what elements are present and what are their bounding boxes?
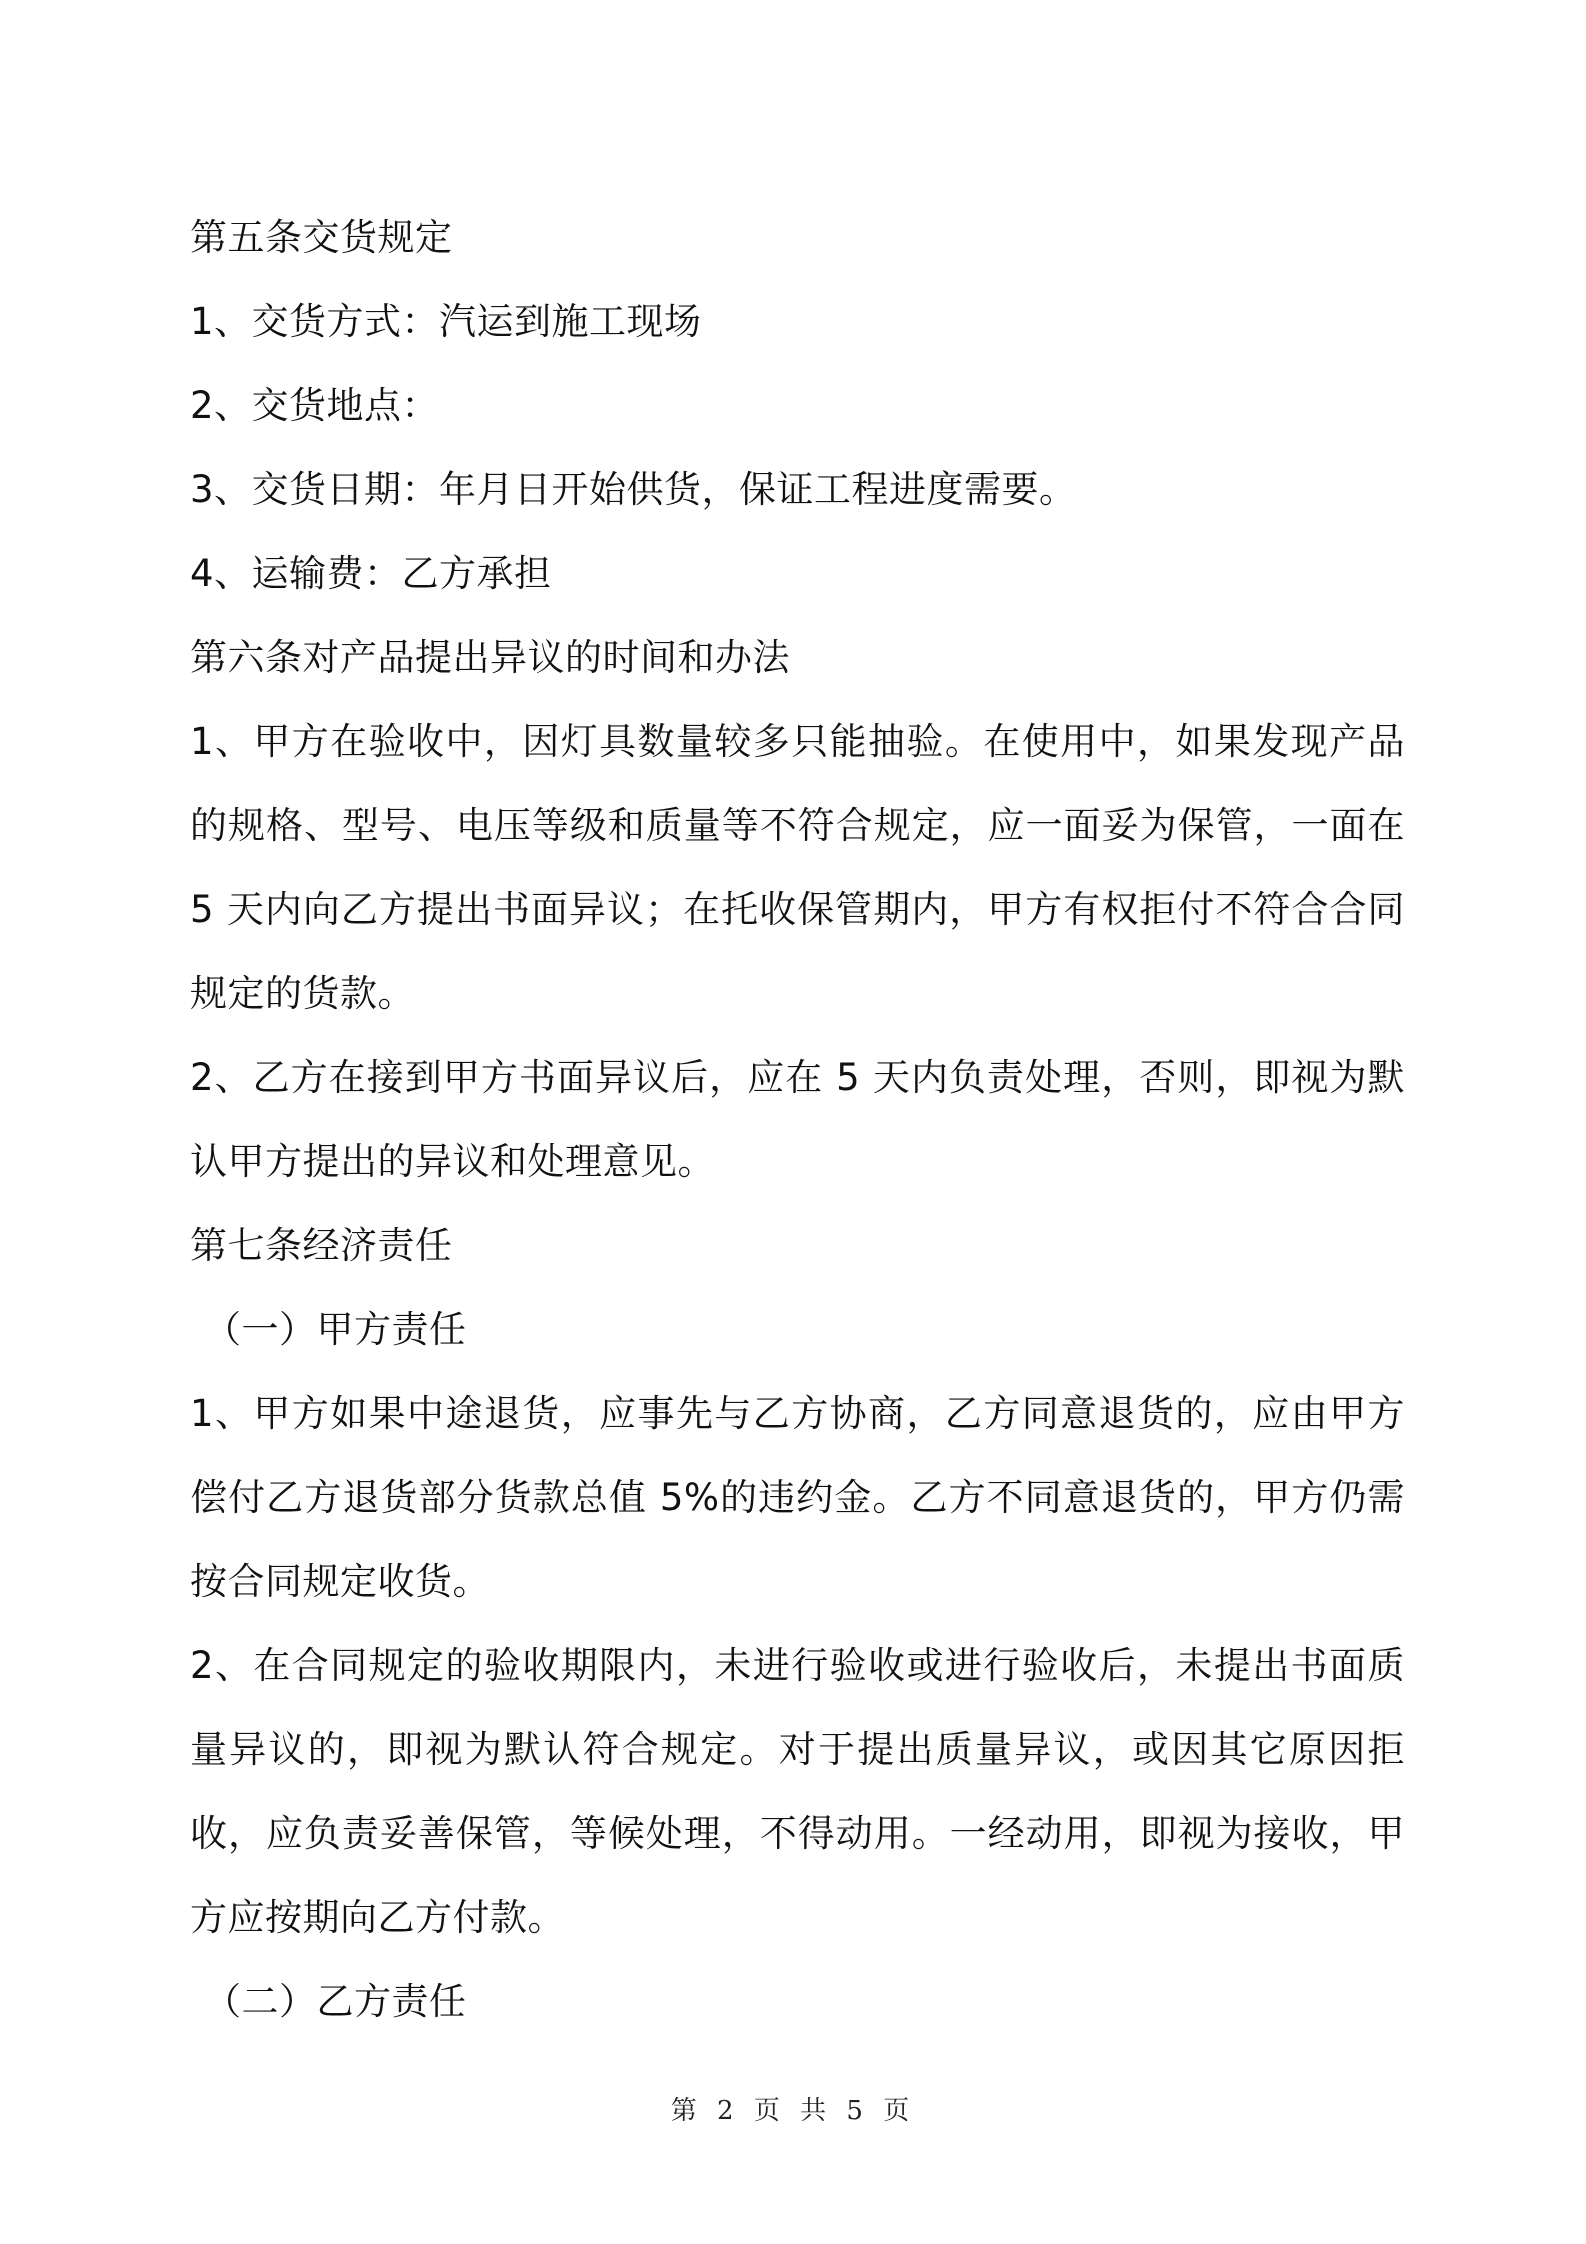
party-a-paragraph-2: 2、在合同规定的验收期限内，未进行验收或进行验收后，未提出书面质量异议的，即视为默认符合规定。对于提出质量异议，或因其它原因拒收，应负责妥善保管，等候处理，不得动用。一经动用，即视为接收，甲方应按期向乙方付款。 (190, 1644, 1405, 1939)
section-7-heading: 第七条经济责任 (190, 1224, 453, 1267)
party-a-paragraph-1: 1、甲方如果中途退货，应事先与乙方协商，乙方同意退货的，应由甲方偿付乙方退货部分货款总值 5%的违约金。乙方不同意退货的，甲方仍需按合同规定收货。 (190, 1392, 1405, 1603)
delivery-method-item: 1、交货方式：汽运到施工现场 (190, 300, 702, 343)
party-b-responsibility-heading: （二）乙方责任 (204, 1980, 467, 2023)
section-6-heading: 第六条对产品提出异议的时间和办法 (190, 636, 790, 679)
objection-paragraph-1: 1、甲方在验收中，因灯具数量较多只能抽验。在使用中，如果发现产品的规格、型号、电压等级和质量等不符合规定，应一面妥为保管，一面在 5 天内向乙方提出书面异议；在托收保管期内，甲方有权拒付不符合合同规定的货款。 (190, 720, 1405, 1015)
section-5-heading: 第五条交货规定 (190, 216, 453, 259)
party-a-responsibility-heading: （一）甲方责任 (204, 1308, 467, 1351)
document-body (190, 196, 1405, 2044)
transport-fee-item: 4、运输费：乙方承担 (190, 552, 552, 595)
delivery-location-item: 2、交货地点： (190, 384, 440, 427)
objection-paragraph-2: 2、乙方在接到甲方书面异议后，应在 5 天内负责处理，否则，即视为默认甲方提出的异议和处理意见。 (190, 1056, 1405, 1183)
page-number-footer: 第 2 页 共 5 页 (670, 2096, 916, 2126)
delivery-date-item: 3、交货日期：年月日开始供货，保证工程进度需要。 (190, 468, 1077, 511)
